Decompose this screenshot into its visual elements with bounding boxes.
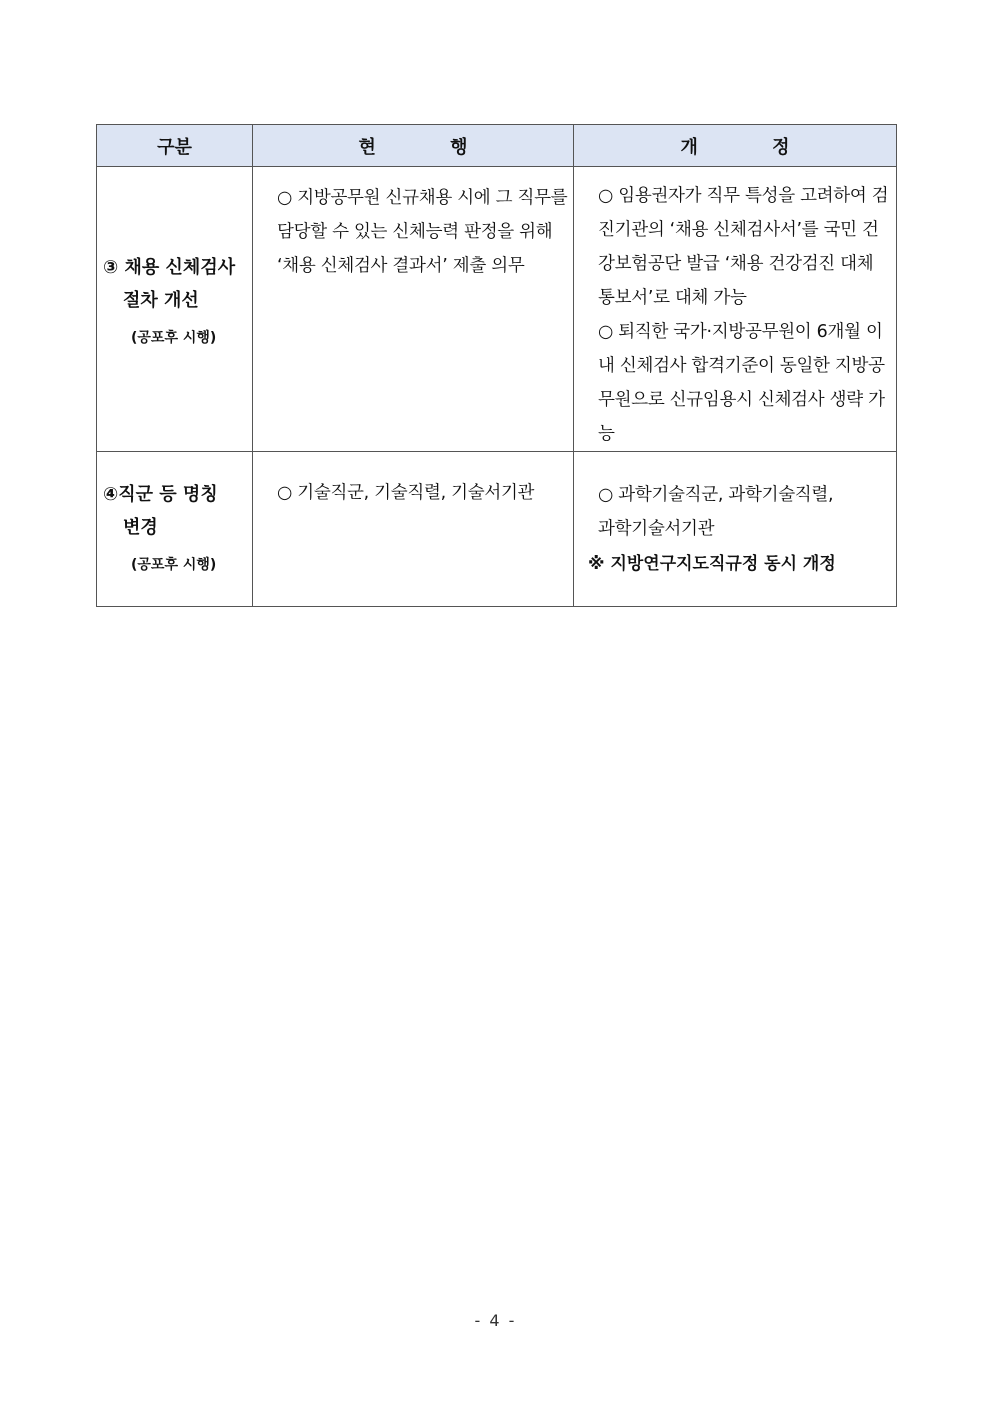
revised-item (578, 179, 894, 315)
table-header-row (97, 125, 897, 167)
table-row (97, 452, 897, 607)
category-cell (97, 452, 253, 607)
category-note: (공포후 시행) (131, 557, 217, 573)
category-title-line2: 절차 개선 (123, 290, 199, 311)
page-number: - 4 - (474, 1311, 517, 1330)
header-current: 현 행 (253, 125, 574, 167)
current-item-text: ○ 지방공무원 신규채용 시에 그 직무를 담당할 수 있는 신체능력 판정을 위해 ‘채용 신체검사 결과서’ 제출 의무 (277, 188, 568, 276)
current-item-text: ○ 기술직군, 기술직렬, 기술서기관 (277, 483, 535, 503)
comparison-table (96, 124, 897, 607)
revised-note: ※ 지방연구지도직규정 동시 개정 (588, 554, 836, 574)
revised-cell (574, 452, 897, 607)
current-cell (253, 452, 574, 607)
current-item (257, 476, 571, 510)
revised-item-text: ○ 임용권자가 직무 특성을 고려하여 검진기관의 ‘채용 신체검사서’를 국민 건강보험공단 발급 ‘채용 건강검진 대체 통보서’로 대체 가능 (598, 186, 889, 308)
header-revised: 개 정 (574, 125, 897, 167)
category-title: ④직군 등 명칭 (103, 484, 218, 505)
revised-item (578, 478, 894, 546)
category-title: ③ 채용 신체검사 (103, 257, 236, 278)
category-cell (97, 167, 253, 452)
table-row (97, 167, 897, 452)
revised-item (578, 315, 894, 451)
current-cell (253, 167, 574, 452)
revised-cell (574, 167, 897, 452)
revised-item-text: ○ 과학기술직군, 과학기술직렬, 과학기술서기관 (598, 485, 834, 539)
current-item (257, 181, 571, 283)
category-title-line2: 변경 (123, 517, 158, 538)
category-note: (공포후 시행) (131, 330, 217, 346)
revised-item-text: ○ 퇴직한 국가·지방공무원이 6개월 이내 신체검사 합격기준이 동일한 지방공무원으로 신규임용시 신체검사 생략 가능 (598, 322, 885, 444)
header-category: 구분 (97, 125, 253, 167)
